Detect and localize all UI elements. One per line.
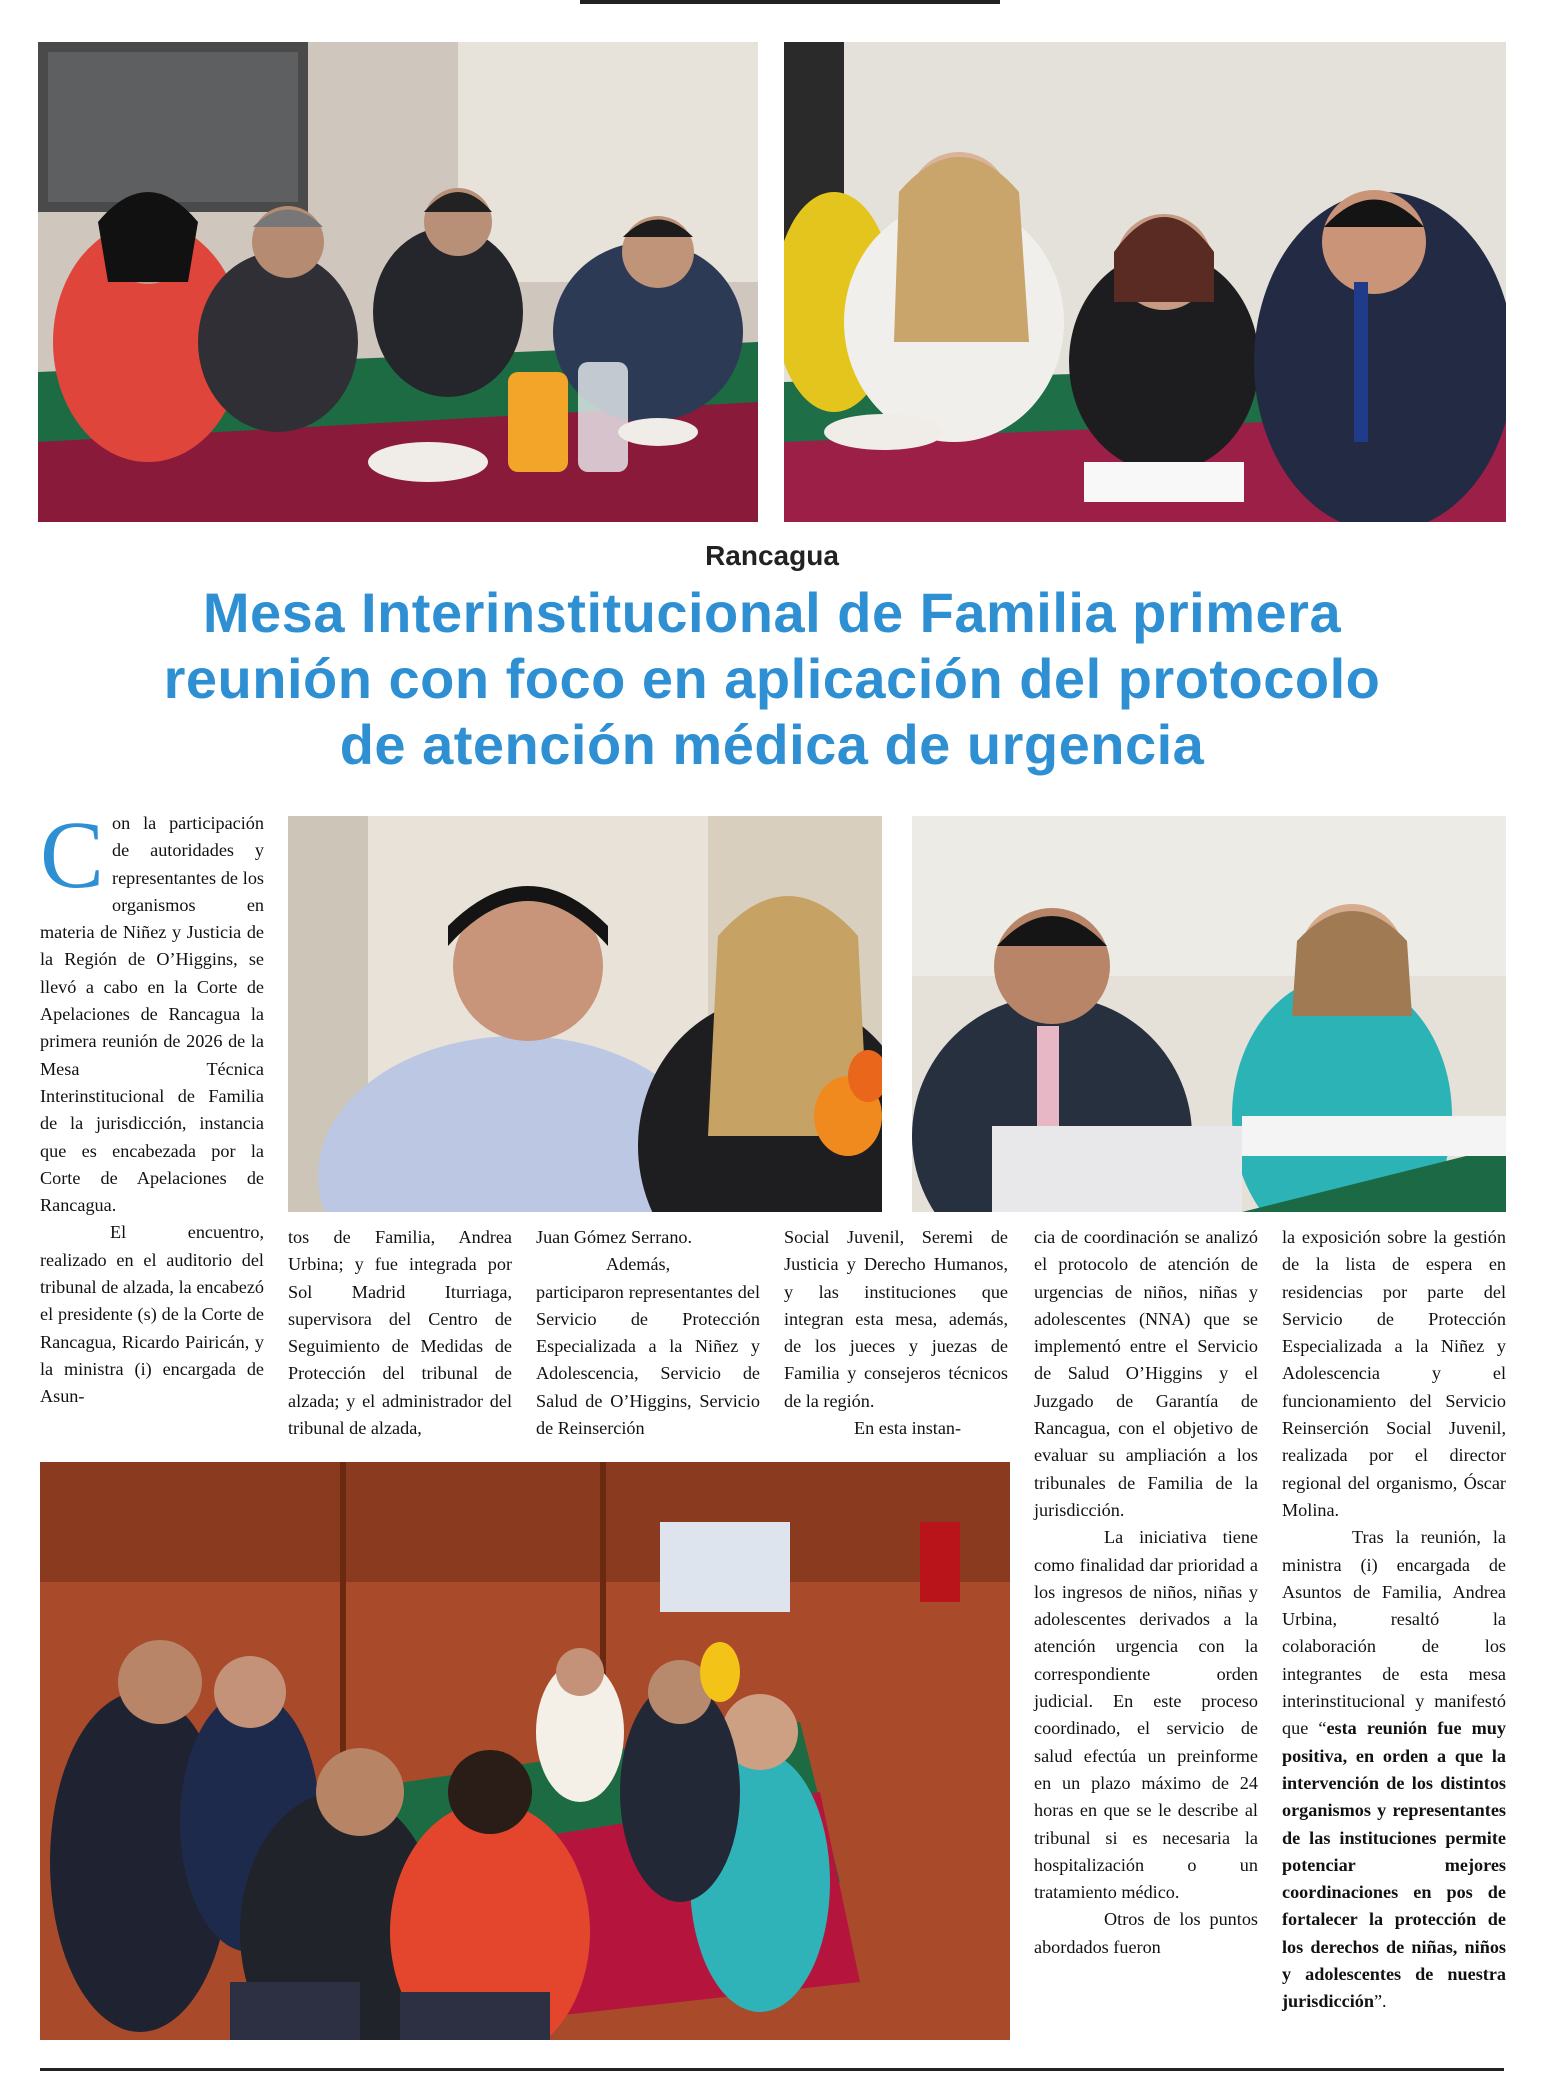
- article-column-1: [40, 801, 264, 1411]
- article-column-6: [1282, 1224, 1506, 2016]
- drop-cap: C: [40, 801, 105, 908]
- headline-line-2: reunión con foco en aplicación del protocolo: [163, 647, 1381, 710]
- photo-man-speaking: [288, 816, 882, 1212]
- headline-line-3: de atención médica de urgencia: [339, 713, 1205, 776]
- headline-line-1: Mesa Interinstitucional de Familia primera: [202, 581, 1342, 644]
- photo-auditorium-meeting: [40, 1462, 1010, 2040]
- article-paragraph: tos de Familia, Andrea Urbina; y fue integrada por Sol Madrid Iturriaga, supervisora del Centro de Seguimiento de Medidas de Protección del tribunal de alzada; y el administrador del tribunal de alzada,: [288, 1227, 512, 1439]
- article-paragraph: En esta instan-: [854, 1418, 962, 1439]
- article-column-4: [784, 1224, 1008, 1442]
- text-plain: Tras la reunión, la ministra (i) encargada de Asuntos de Familia, Andrea Urbina, resaltó la colaboración de los integrantes de esta mesa interinstitucional y manifestó que “: [1282, 1527, 1506, 1739]
- bottom-rule: [40, 2068, 1504, 2071]
- article-column-2: [288, 1224, 512, 1442]
- top-rule: [580, 0, 1000, 4]
- article-paragraph: El encuentro, realizado en el auditorio del tribunal de alzada, la encabezó el presidente (s) de la Corte de Rancagua, Ricardo Pairicán, y la ministra (i) encargada de Asun-: [40, 1222, 264, 1407]
- article-intro-text: on la participación de autoridades y representantes de los organismos en materia de Niñez y Justicia de la Región de O’Higgins, se llevó a cabo en la Corte de Apelaciones de Rancagua la primera reunión de 2026 de la Mesa Técnica Interinstitucional de Familia de la jurisdicción, instancia que es encabezada por la Corte de Apelaciones de Rancagua.: [40, 813, 264, 1216]
- article-paragraph: Social Juvenil, Seremi de Justicia y Derecho Humanos, y las instituciones que integran esta mesa, además, de los jueces y juezas de Familia y consejeros técnicos de la región.: [784, 1227, 1008, 1411]
- headline: [40, 580, 1504, 778]
- photo-man-with-laptop: [912, 816, 1506, 1212]
- quote-bold: esta reunión fue muy positiva, en orden a que la intervención de los distintos organismos y representantes de las instituciones permite potenciar mejores coordinaciones en pos de fortalecer la protección de los derechos de niñas, niños y adolescentes de nuestra jurisdicción: [1282, 1718, 1506, 2012]
- article-column-3: [536, 1224, 760, 1442]
- section-label: Rancagua: [705, 540, 839, 571]
- article-closing-paragraph: [1282, 1524, 1506, 2015]
- article-paragraph: Otros de los puntos abordados fueron: [1034, 1909, 1258, 1957]
- article-paragraph: Además, participaron representantes del Servicio de Protección Especializada a la Niñez y Adolescencia, Servicio de Salud de O’Higgins, Servicio de Reinserción: [536, 1254, 760, 1439]
- photo-meeting-table-left: [38, 42, 758, 522]
- article-paragraph: la exposición sobre la gestión de la lista de espera en residencias por parte del Servicio de Protección Especializada a la Niñez y Adolescencia y el funcionamiento del Servicio Reinserción Social Juvenil, realizada por el director regional del organismo, Óscar Molina.: [1282, 1227, 1506, 1520]
- article-paragraph: Juan Gómez Serrano.: [536, 1227, 693, 1247]
- article-paragraph: cia de coordinación se analizó el protocolo de atención de urgencias de niños, niñas y adolescentes (NNA) que se implementó entre el Servicio de Salud O’Higgins y el Juzgado de Garantía de Rancagua, con el objetivo de evaluar su ampliación a los tribunales de Familia de la jurisdicción.: [1034, 1227, 1258, 1520]
- article-column-5: [1034, 1224, 1258, 1961]
- article-paragraph: La iniciativa tiene como finalidad dar prioridad a los ingresos de niños, niñas y adolescentes derivados a la atención urgencia con la correspondiente orden judicial. En este proceso coordinado, el servicio de salud efectúa un preinforme en un plazo máximo de 24 horas en que se le describe al tribunal si es necesaria la hospitalización o un tratamiento médico.: [1034, 1527, 1258, 1903]
- text-end: ”.: [1373, 1991, 1387, 2012]
- photo-meeting-participants-right: [784, 42, 1506, 522]
